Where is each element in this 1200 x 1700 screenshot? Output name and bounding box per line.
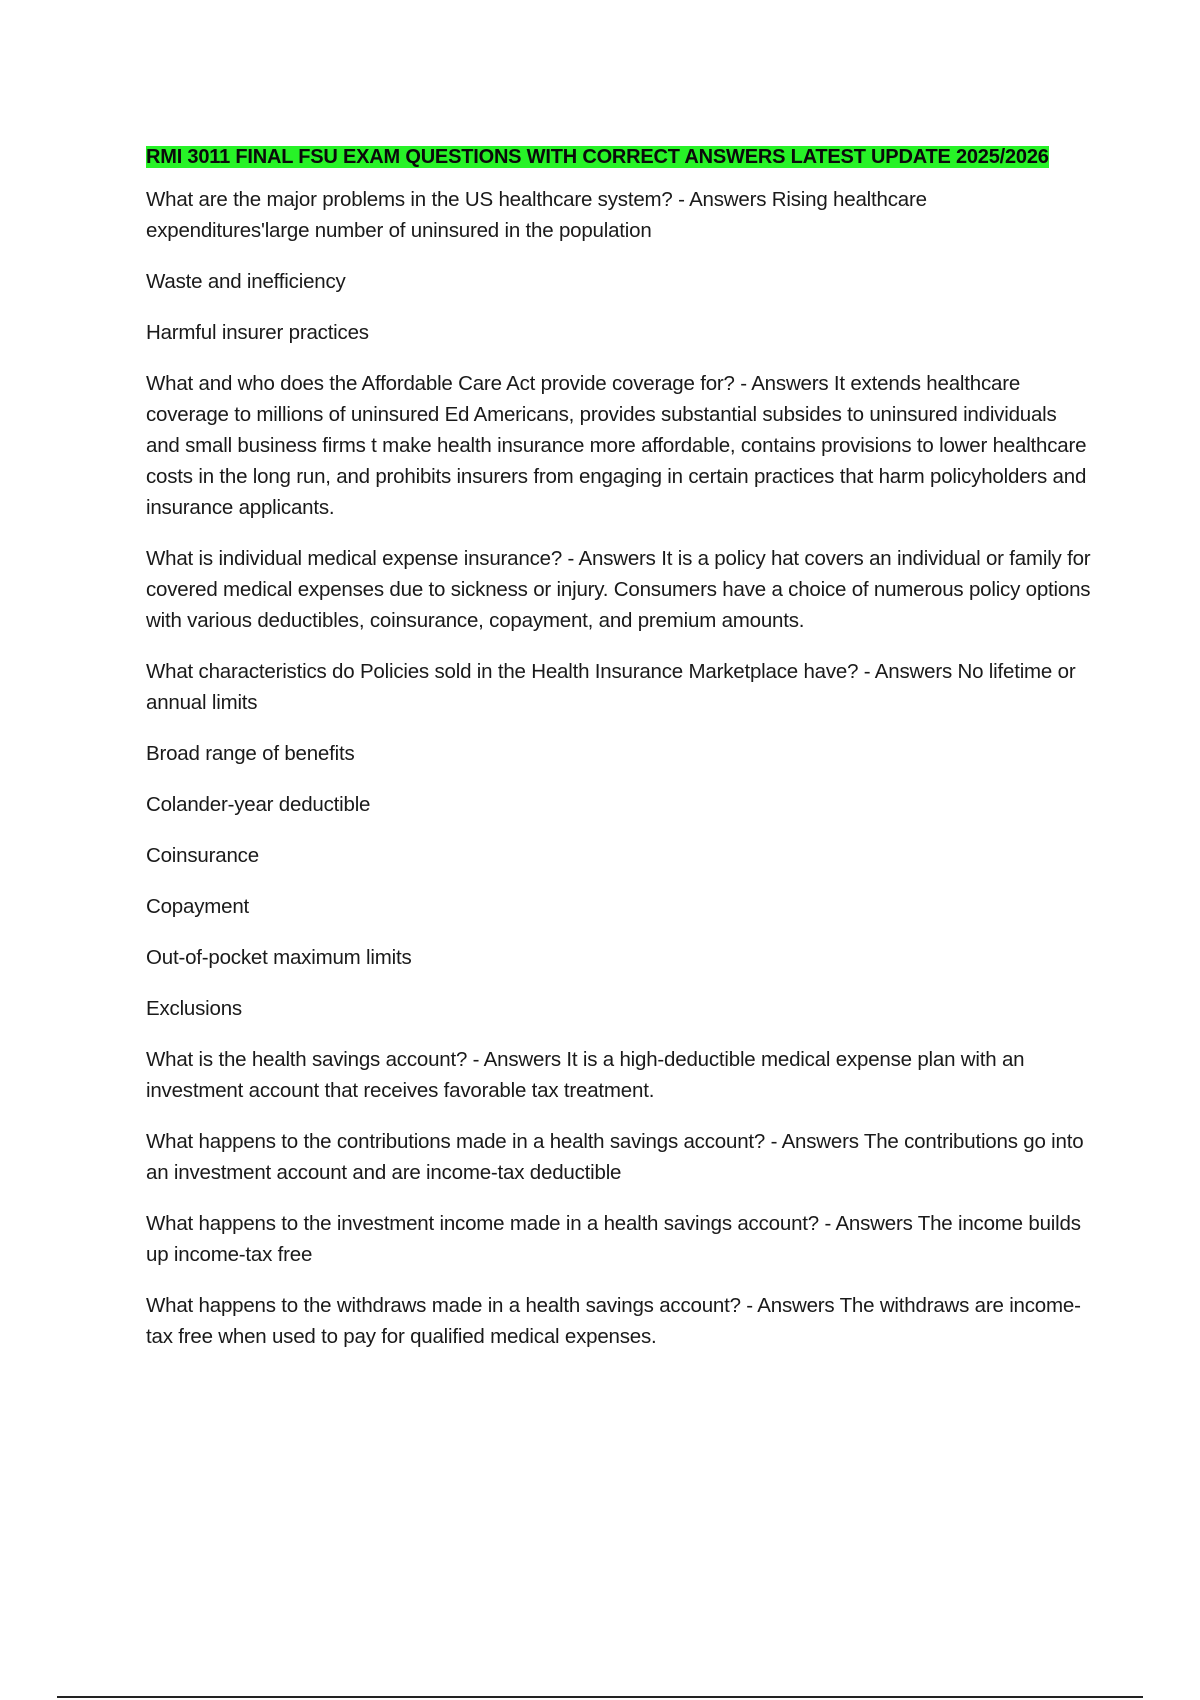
qa-paragraph: What and who does the Affordable Care Act provide coverage for? - Answers It extends healthcare coverage to millions of uninsured Ed Americans, provides substantial subsides to uninsured individuals and small business firms t make health insurance more affordable, contains provisions to lower healthcare costs in the long run, and prohibits insurers from engaging in certain practices that harm policyholders and insurance applicants.: [146, 372, 1087, 519]
qa-paragraph: What is the health savings account? - Answers It is a high-deductible medical expense plan with an investment account that receives favorable tax treatment.: [146, 1048, 1025, 1102]
list-item: Copayment: [146, 895, 250, 918]
qa-paragraph: What happens to the investment income made in a health savings account? - Answers The income builds up income-tax free: [146, 1212, 1081, 1266]
list-item: Broad range of benefits: [146, 742, 355, 765]
list-item: Exclusions: [146, 997, 242, 1020]
document-page: [146, 142, 1094, 1372]
qa-paragraph: What characteristics do Policies sold in the Health Insurance Marketplace have? - Answers No lifetime or annual limits: [146, 660, 1076, 714]
qa-paragraph: What is individual medical expense insurance? - Answers It is a policy hat covers an individual or family for covered medical expenses due to sickness or injury. Consumers have a choice of numerous policy options with various deductibles, coinsurance, copayment, and premium amounts.: [146, 547, 1091, 632]
list-item: Out-of-pocket maximum limits: [146, 946, 412, 969]
qa-paragraph: What are the major problems in the US healthcare system? - Answers Rising healthcare expenditures'large number of uninsured in the population: [146, 188, 927, 242]
document-title: [146, 142, 1094, 173]
document-title-text: RMI 3011 FINAL FSU EXAM QUESTIONS WITH CORRECT ANSWERS LATEST UPDATE 2025/2026: [146, 146, 1049, 168]
list-item: Colander-year deductible: [146, 793, 371, 816]
list-item: Coinsurance: [146, 844, 259, 867]
page-bottom-divider: [57, 1696, 1143, 1698]
qa-paragraph: What happens to the contributions made in a health savings account? - Answers The contributions go into an investment account and are income-tax deductible: [146, 1130, 1084, 1184]
qa-paragraph: What happens to the withdraws made in a health savings account? - Answers The withdraws are income-tax free when used to pay for qualified medical expenses.: [146, 1294, 1081, 1348]
list-item: Waste and inefficiency: [146, 270, 346, 293]
list-item: Harmful insurer practices: [146, 321, 369, 344]
